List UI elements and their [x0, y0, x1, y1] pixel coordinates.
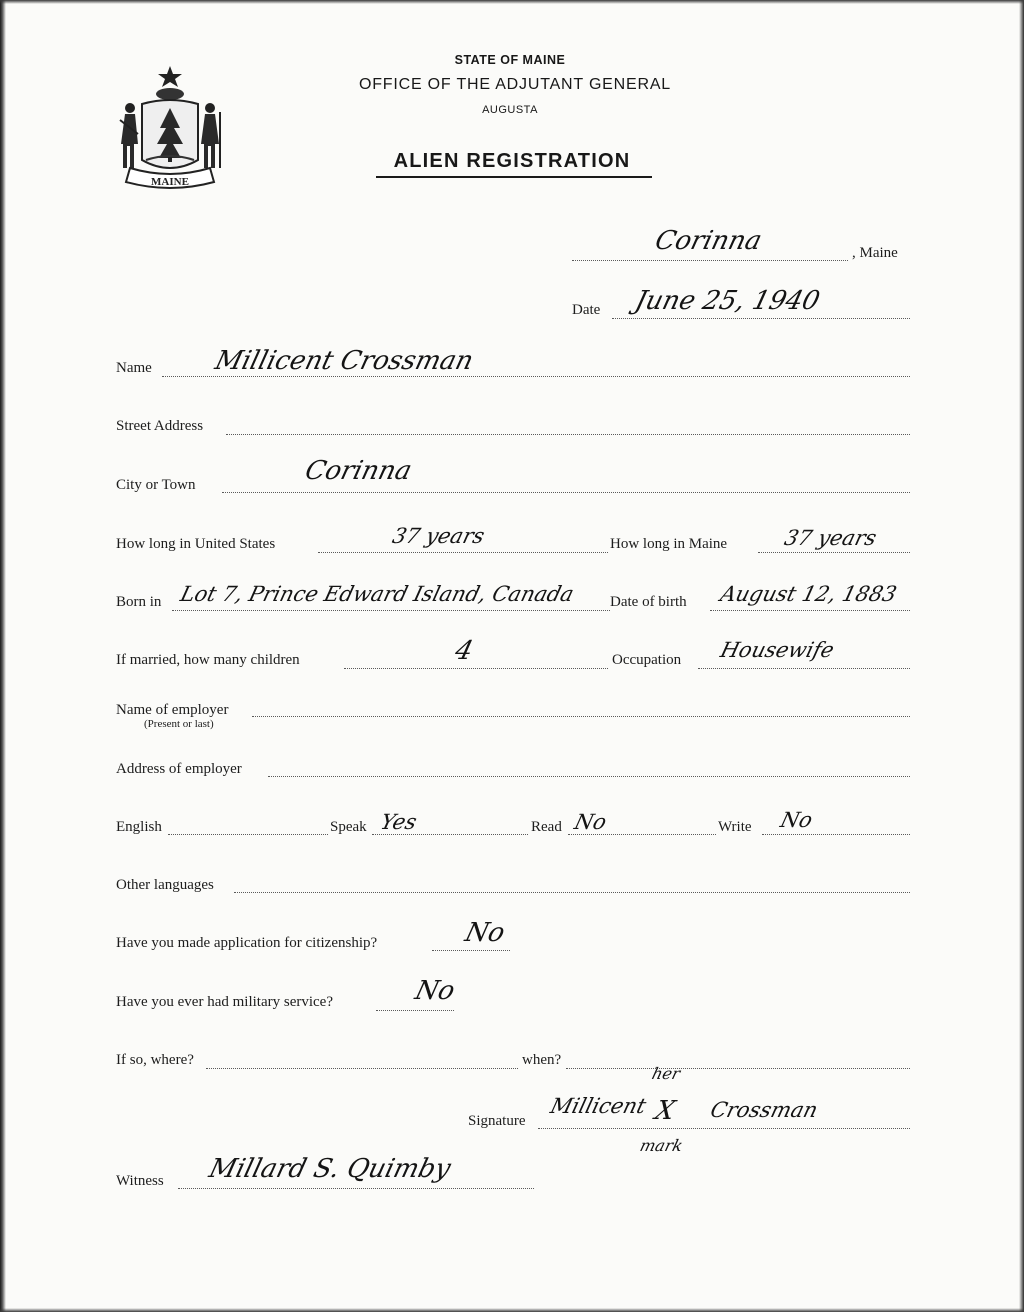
place-line: [572, 260, 848, 261]
scan-edge-right: [1019, 0, 1024, 1312]
signature-first: Millicent: [548, 1094, 649, 1118]
witness-value: Millard S. Quimby: [206, 1154, 454, 1184]
when-line: [566, 1068, 910, 1069]
header-city: AUGUSTA: [482, 104, 538, 116]
name-line: [162, 376, 910, 377]
signature-last: Crossman: [708, 1098, 821, 1122]
place-value: Corinna: [652, 226, 765, 256]
how-long-maine-value: 37 years: [782, 526, 880, 550]
where-label: If so, where?: [116, 1052, 194, 1068]
dob-label: Date of birth: [610, 594, 687, 610]
header-office: OFFICE OF THE ADJUTANT GENERAL: [358, 76, 672, 93]
street-line: [226, 434, 910, 435]
how-long-maine-line: [758, 552, 910, 553]
signature-x-mark: X: [652, 1096, 678, 1126]
date-label: Date: [572, 302, 601, 318]
scan-edge-left: [0, 0, 6, 1312]
how-long-us-line: [318, 552, 608, 553]
speak-line: [372, 834, 528, 835]
when-label: when?: [522, 1052, 562, 1068]
name-value: Millicent Crossman: [212, 346, 477, 376]
city-value: Corinna: [302, 456, 415, 486]
military-line: [376, 1010, 454, 1011]
born-label: Born in: [116, 594, 162, 610]
signature-mark: mark: [638, 1136, 685, 1155]
employer-address-label: Address of employer: [116, 761, 242, 777]
date-value: June 25, 1940: [632, 286, 823, 316]
military-label: Have you ever had military service?: [116, 994, 333, 1010]
occupation-label: Occupation: [612, 652, 682, 668]
form-title: ALIEN REGISTRATION: [393, 150, 631, 172]
english-label: English: [116, 819, 162, 835]
witness-label: Witness: [116, 1173, 164, 1189]
other-languages-line: [234, 892, 910, 893]
header-state: STATE OF MAINE: [454, 53, 566, 67]
seal-scroll-text: MAINE: [151, 176, 189, 188]
dob-line: [710, 610, 910, 611]
other-languages-label: Other languages: [116, 877, 214, 893]
citizenship-value: No: [462, 918, 508, 948]
children-label: If married, how many children: [116, 652, 300, 668]
where-line: [206, 1068, 518, 1069]
write-label: Write: [718, 819, 752, 835]
street-label: Street Address: [116, 418, 204, 434]
maine-state-seal-icon: [116, 64, 224, 192]
speak-label: Speak: [330, 819, 367, 835]
read-line: [568, 834, 716, 835]
read-label: Read: [531, 819, 562, 835]
employer-label: Name of employer: [116, 702, 229, 718]
signature-line: [538, 1128, 910, 1129]
occupation-value: Housewife: [718, 638, 837, 662]
children-line: [344, 668, 608, 669]
citizenship-label: Have you made application for citizenship?: [116, 935, 378, 951]
how-long-us-label: How long in United States: [116, 536, 276, 552]
place-suffix-label: , Maine: [852, 245, 898, 261]
scan-edge-top: [0, 0, 1024, 4]
employer-line: [252, 716, 910, 717]
witness-line: [178, 1188, 534, 1189]
how-long-maine-label: How long in Maine: [610, 536, 728, 552]
english-line: [168, 834, 328, 835]
name-label: Name: [116, 360, 152, 376]
born-line: [172, 610, 610, 611]
military-value: No: [412, 976, 458, 1006]
how-long-us-value: 37 years: [390, 524, 488, 548]
write-value: No: [778, 808, 816, 832]
write-line: [762, 834, 910, 835]
signature-label: Signature: [468, 1113, 526, 1129]
scan-edge-bottom: [0, 1308, 1024, 1312]
speak-value: Yes: [378, 810, 420, 834]
read-value: No: [572, 810, 610, 834]
title-underline: [376, 176, 652, 178]
employer-sublabel: (Present or last): [144, 718, 214, 730]
employer-address-line: [268, 776, 910, 777]
children-value: 4: [452, 636, 477, 666]
signature-her: her: [650, 1064, 683, 1083]
citizenship-line: [432, 950, 510, 951]
born-value: Lot 7, Prince Edward Island, Canada: [178, 582, 577, 606]
date-line: [612, 318, 910, 319]
dob-value: August 12, 1883: [718, 582, 900, 606]
city-line: [222, 492, 910, 493]
city-label: City or Town: [116, 477, 196, 493]
occupation-line: [698, 668, 910, 669]
